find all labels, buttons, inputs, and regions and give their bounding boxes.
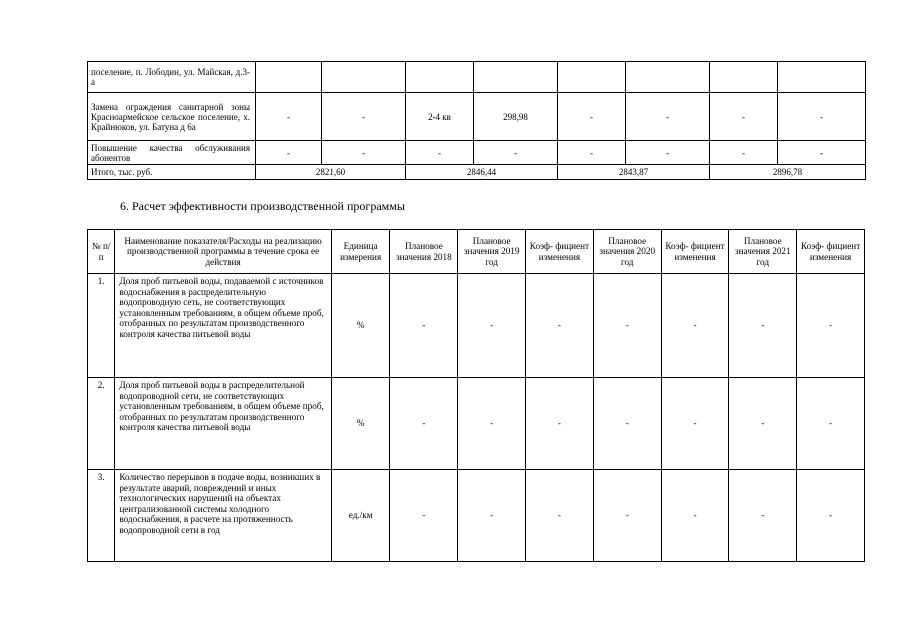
row-number: 3. [88, 470, 115, 562]
cell: - [322, 93, 406, 141]
header-row [88, 230, 865, 274]
cell: - [593, 378, 661, 470]
cell: - [626, 93, 710, 141]
row-description: Повышение качества обслуживания абонентов [88, 141, 256, 165]
cell: - [593, 470, 661, 562]
cell [474, 62, 558, 93]
cell [406, 62, 474, 93]
column-header: Коэф- фициент изменения [526, 230, 594, 274]
table-row [88, 378, 865, 470]
column-header: Единица измерения [331, 230, 390, 274]
cell: - [778, 93, 866, 141]
total-value: 2843,87 [558, 165, 710, 180]
cell: - [797, 274, 865, 378]
table-row [88, 93, 866, 141]
cell: - [558, 141, 626, 165]
column-header: Плановое значения 2019 год [458, 230, 526, 274]
cell: - [526, 274, 594, 378]
total-value: 2821,60 [256, 165, 406, 180]
cell: - [526, 378, 594, 470]
cell: - [710, 93, 778, 141]
indicator-name: Доля проб питьевой воды в распределительной водопроводной сети, не соответствующих установленным требованиям, в общем объеме проб, отобранных по результатам производственного контроля качества питьевой воды [115, 378, 332, 470]
cell: 2-4 кв [406, 93, 474, 141]
cell: - [474, 141, 558, 165]
unit: % [331, 274, 390, 378]
cell: - [626, 141, 710, 165]
cell [778, 62, 866, 93]
unit: ед./км [331, 470, 390, 562]
total-value: 2846,44 [406, 165, 558, 180]
total-label: Итого, тыс. руб. [88, 165, 256, 180]
cell: - [256, 141, 322, 165]
cell [710, 62, 778, 93]
column-header: Коэф- фициент изменения [797, 230, 865, 274]
cell: - [778, 141, 866, 165]
cell: - [458, 470, 526, 562]
cell: - [797, 470, 865, 562]
cell: - [406, 141, 474, 165]
cell: - [661, 274, 729, 378]
cell: - [729, 274, 797, 378]
cell: - [458, 274, 526, 378]
cell: - [322, 141, 406, 165]
row-number: 2. [88, 378, 115, 470]
cell: - [729, 378, 797, 470]
column-header: Плановое значения 2020 год [593, 230, 661, 274]
column-header: Коэф- фициент изменения [661, 230, 729, 274]
cell: - [458, 378, 526, 470]
cell: - [256, 93, 322, 141]
cell: - [526, 470, 594, 562]
table-row [88, 470, 865, 562]
cell [322, 62, 406, 93]
cell [558, 62, 626, 93]
column-header: Плановое значения 2021 год [729, 230, 797, 274]
row-description: Замена ограждения санитарной зоны Красноармейское сельское поселение, х. Крайнюков, ул. Батуна д 6а [88, 93, 256, 141]
cell: - [390, 378, 458, 470]
cell: - [797, 378, 865, 470]
cell: - [729, 470, 797, 562]
cell: - [593, 274, 661, 378]
investment-table [87, 61, 866, 180]
cell [626, 62, 710, 93]
total-row [88, 165, 866, 180]
section-heading: 6. Расчет эффективности производственной программы [120, 199, 405, 213]
cell: - [710, 141, 778, 165]
row-number: 1. [88, 274, 115, 378]
cell: - [390, 470, 458, 562]
indicator-name: Количество перерывов в подаче воды, возникших в результате аварий, повреждений и иных технологических нарушений на объектах централизованной системы холодного водоснабжения, в расчете на протяженность водопроводной сети в год [115, 470, 332, 562]
table-row [88, 274, 865, 378]
efficiency-table [87, 229, 865, 562]
cell: - [661, 470, 729, 562]
total-value: 2896,78 [710, 165, 866, 180]
column-header: Плановое значения 2018 [390, 230, 458, 274]
unit: % [331, 378, 390, 470]
cell: 298,98 [474, 93, 558, 141]
indicator-name: Доля проб питьевой воды, подаваемой с источников водоснабжения в распределительную водопроводную сеть, не соответствующих установленным требованиям, в общем объеме проб, отобранных по результатам производственного контроля качества питьевой воды [115, 274, 332, 378]
cell: - [558, 93, 626, 141]
cell [256, 62, 322, 93]
column-header: Наименование показателя/Расходы на реализацию производственной программы в течение срока ее действия [115, 230, 332, 274]
row-description: поселение, п. Лободин, ул. Майская, д.3-а [88, 62, 256, 93]
table-row [88, 141, 866, 165]
cell: - [661, 378, 729, 470]
column-header: № п/п [88, 230, 115, 274]
cell: - [390, 274, 458, 378]
table-row [88, 62, 866, 93]
